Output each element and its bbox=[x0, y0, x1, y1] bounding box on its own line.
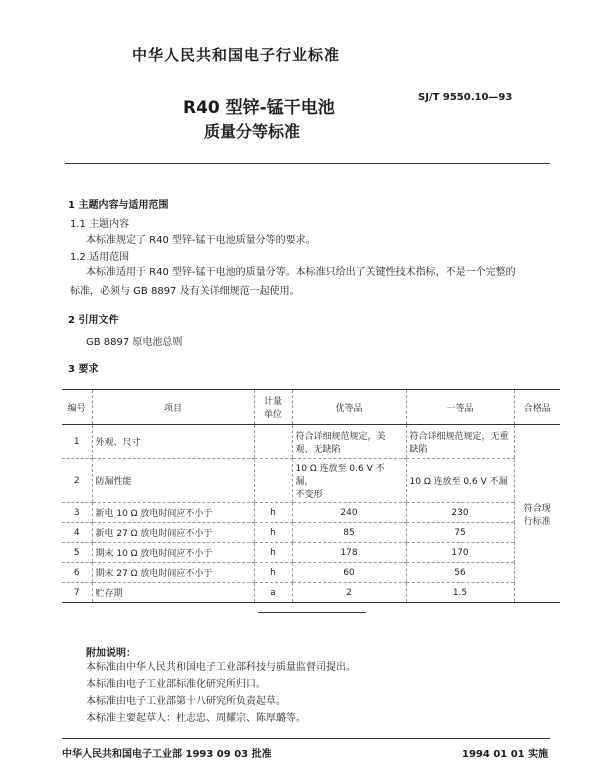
cell-unit bbox=[254, 459, 292, 503]
cell-no: 2 bbox=[62, 459, 92, 503]
cell-first-line2: 缺陷 bbox=[409, 444, 428, 455]
cell-superior bbox=[292, 425, 406, 459]
notes-line4: 本标准主要起草人：杜志忠、周耀宗、陈厚璐等。 bbox=[86, 713, 306, 724]
section-2-title: 2 引用文件 bbox=[68, 315, 119, 326]
cell-first-line1: 10 Ω 连放至 0.6 V 不漏 bbox=[409, 477, 508, 487]
requirements-table bbox=[62, 389, 560, 603]
cell-no: 1 bbox=[62, 425, 92, 459]
table-row bbox=[62, 563, 560, 583]
cell-item: 防漏性能 bbox=[92, 459, 254, 503]
header-first: 一等品 bbox=[406, 390, 514, 425]
table-row bbox=[62, 459, 560, 503]
section-1-1-body: 本标准规定了 R40 型锌-锰干电池质量分等的要求。 bbox=[86, 235, 316, 246]
table-header-row bbox=[62, 390, 560, 425]
header-org: 中华人民共和国电子行业标准 bbox=[132, 46, 341, 64]
cell-first: 75 bbox=[406, 523, 514, 543]
cell-first: 1.5 bbox=[406, 583, 514, 603]
notes-line2: 本标准由电子工业部标准化研究所归口。 bbox=[86, 679, 266, 690]
cell-unit: h bbox=[254, 543, 292, 563]
cell-item: 外观、尺寸 bbox=[92, 425, 254, 459]
cell-superior-line1: 符合详细规范规定，美 bbox=[295, 431, 386, 442]
cell-first bbox=[406, 425, 514, 459]
section-1-2-body-line2: 标准，必须与 GB 8897 及有关详细规范一起使用。 bbox=[70, 286, 300, 297]
cell-no: 3 bbox=[62, 503, 92, 523]
implementation-date: 1994 01 01 实施 bbox=[462, 749, 549, 760]
section-1-1-title: 1.1 主题内容 bbox=[70, 219, 130, 230]
notes-line3: 本标准由电子工业部第十八研究所负责起草。 bbox=[86, 696, 286, 707]
cell-no: 7 bbox=[62, 583, 92, 603]
cell-item: 新电 27 Ω 放电时间应不小于 bbox=[92, 523, 254, 543]
approval-date: 中华人民共和国电子工业部 1993 09 03 批准 bbox=[62, 749, 272, 760]
table-row bbox=[62, 523, 560, 543]
cell-first: 170 bbox=[406, 543, 514, 563]
cell-superior: 240 bbox=[292, 503, 406, 523]
table-row bbox=[62, 425, 560, 459]
header-unit-line1: 计量 bbox=[263, 397, 282, 407]
section-2-body: GB 8897 原电池总则 bbox=[86, 337, 183, 348]
table-row bbox=[62, 543, 560, 563]
header-qualified: 合格品 bbox=[514, 390, 560, 425]
cell-first bbox=[406, 459, 514, 503]
cell-unit: a bbox=[254, 583, 292, 603]
cell-unit: h bbox=[254, 523, 292, 543]
cell-no: 6 bbox=[62, 563, 92, 583]
mid-rule bbox=[258, 612, 366, 613]
cell-superior: 60 bbox=[292, 563, 406, 583]
table-row bbox=[62, 503, 560, 523]
notes-line1: 本标准由中华人民共和国电子工业部科技与质量监督司提出。 bbox=[86, 662, 356, 673]
cell-unit: h bbox=[254, 563, 292, 583]
section-1-2-title: 1.2 适用范围 bbox=[70, 252, 130, 263]
section-1-title: 1 主题内容与适用范围 bbox=[68, 200, 169, 211]
header-no: 编号 bbox=[62, 390, 92, 425]
header-unit bbox=[254, 390, 292, 425]
cell-no: 4 bbox=[62, 523, 92, 543]
section-3-title: 3 要求 bbox=[68, 364, 99, 375]
standard-number: SJ/T 9550.10—93 bbox=[418, 92, 513, 103]
cell-first: 56 bbox=[406, 563, 514, 583]
cell-first-line1: 符合详细规范规定，无重 bbox=[409, 431, 509, 442]
cell-superior: 2 bbox=[292, 583, 406, 603]
cell-superior-line2: 不变形 bbox=[295, 490, 323, 500]
cell-item: 贮存期 bbox=[92, 583, 254, 603]
cell-unit bbox=[254, 425, 292, 459]
cell-item: 期末 27 Ω 放电时间应不小于 bbox=[92, 563, 254, 583]
cell-qualified-merged bbox=[514, 425, 560, 603]
cell-superior-line2: 观、无缺陷 bbox=[295, 444, 341, 455]
section-1-2-body-line1: 本标准适用于 R40 型锌-锰干电池的质量分等。本标准只给出了关键性技术指标，不是一个完整的 bbox=[86, 267, 516, 278]
qualified-line1: 符合现 bbox=[523, 503, 551, 514]
header-unit-line2: 单位 bbox=[263, 410, 282, 420]
doc-title-line1: R40 型锌-锰干电池 bbox=[183, 98, 335, 118]
header-superior: 优等品 bbox=[292, 390, 406, 425]
notes-title: 附加说明： bbox=[86, 648, 136, 659]
cell-item: 新电 10 Ω 放电时间应不小于 bbox=[92, 503, 254, 523]
cell-first: 230 bbox=[406, 503, 514, 523]
header-item: 项目 bbox=[92, 390, 254, 425]
bottom-rule bbox=[62, 738, 550, 739]
top-rule bbox=[65, 163, 550, 164]
cell-superior: 85 bbox=[292, 523, 406, 543]
table-row bbox=[62, 583, 560, 603]
cell-no: 5 bbox=[62, 543, 92, 563]
cell-superior-line1: 10 Ω 连放至 0.6 V 不漏， bbox=[295, 464, 385, 487]
cell-superior bbox=[292, 459, 406, 503]
cell-item: 期末 10 Ω 放电时间应不小于 bbox=[92, 543, 254, 563]
doc-title-line2: 质量分等标准 bbox=[204, 122, 301, 141]
cell-unit: h bbox=[254, 503, 292, 523]
qualified-line2: 行标准 bbox=[523, 516, 551, 527]
cell-superior: 178 bbox=[292, 543, 406, 563]
